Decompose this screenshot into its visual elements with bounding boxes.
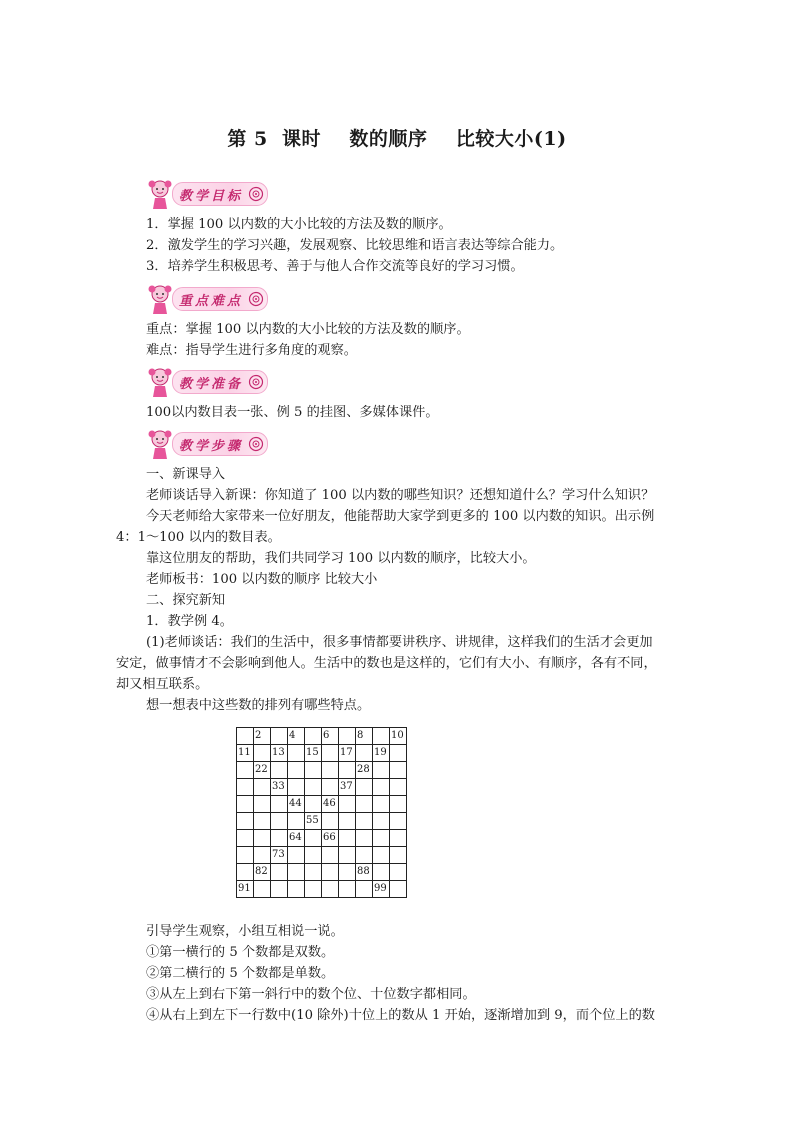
- table-cell: [322, 745, 339, 762]
- table-cell: [271, 728, 288, 745]
- table-cell: [271, 864, 288, 881]
- table-cell: [390, 796, 407, 813]
- observation-4: ④从右上到左下一行数中(10 除外)十位上的数从 1 开始，逐渐增加到 9，而个位上的数: [146, 1008, 655, 1023]
- table-cell: [339, 830, 356, 847]
- table-cell: [322, 864, 339, 881]
- section-header-steps: [146, 428, 268, 460]
- table-cell: 91: [237, 881, 254, 898]
- table-cell: 8: [356, 728, 373, 745]
- table-cell: [288, 864, 305, 881]
- table-cell: 99: [373, 881, 390, 898]
- table-cell: [237, 830, 254, 847]
- table-cell: [390, 762, 407, 779]
- table-cell: 82: [254, 864, 271, 881]
- observation-3: ③从左上到右下第一斜行中的数个位、十位数字都相同。: [146, 987, 476, 1002]
- table-cell: 13: [271, 745, 288, 762]
- paragraph: (1)老师谈话：我们的生活中，很多事情都要讲秩序、讲规律，这样我们的生活才会更加: [146, 635, 653, 650]
- table-cell: [271, 830, 288, 847]
- table-cell: [339, 762, 356, 779]
- table-cell: [390, 847, 407, 864]
- table-cell: [254, 847, 271, 864]
- girl-mascot-icon: [146, 366, 174, 398]
- table-cell: [322, 847, 339, 864]
- section-banner: [172, 287, 268, 311]
- table-cell: 17: [339, 745, 356, 762]
- table-cell: [322, 881, 339, 898]
- table-cell: [373, 762, 390, 779]
- paragraph: 却又相互联系。: [116, 677, 209, 692]
- table-cell: [356, 830, 373, 847]
- table-cell: [373, 796, 390, 813]
- table-cell: [322, 779, 339, 796]
- table-cell: [356, 813, 373, 830]
- table-cell: 22: [254, 762, 271, 779]
- table-cell: [254, 779, 271, 796]
- section-header-goals: [146, 178, 268, 210]
- paragraph: 靠这位朋友的帮助，我们共同学习 100 以内数的顺序，比较大小。: [146, 551, 536, 566]
- table-cell: 44: [288, 796, 305, 813]
- table-cell: [237, 728, 254, 745]
- goal-item-1: 1．掌握 100 以内数的大小比较的方法及数的顺序。: [146, 217, 452, 232]
- table-cell: [339, 881, 356, 898]
- table-cell: [390, 745, 407, 762]
- section-banner: [172, 182, 268, 206]
- table-cell: [288, 813, 305, 830]
- table-cell: [305, 762, 322, 779]
- girl-mascot-icon: [146, 178, 174, 210]
- table-cell: [271, 813, 288, 830]
- table-row: [237, 762, 407, 779]
- table-cell: 2: [254, 728, 271, 745]
- paragraph: 老师板书：100 以内数的顺序 比较大小: [146, 572, 378, 587]
- section-banner: [172, 370, 268, 394]
- table-cell: 88: [356, 864, 373, 881]
- girl-mascot-icon: [146, 283, 174, 315]
- table-cell: [288, 745, 305, 762]
- goal-item-3: 3．培养学生积极思考、善于与他人合作交流等良好的学习习惯。: [146, 259, 524, 274]
- girl-mascot-icon: [146, 428, 174, 460]
- table-cell: [322, 813, 339, 830]
- table-cell: [373, 813, 390, 830]
- table-cell: [390, 864, 407, 881]
- paragraph: 老师谈话导入新课：你知道了 100 以内数的哪些知识？还想知道什么？学习什么知识？: [146, 488, 655, 503]
- section-banner: [172, 432, 268, 456]
- table-cell: [237, 779, 254, 796]
- paragraph: 想一想表中这些数的排列有哪些特点。: [146, 698, 371, 713]
- table-cell: [373, 830, 390, 847]
- section-label: 教学步骤: [179, 438, 244, 454]
- table-cell: [305, 830, 322, 847]
- section-label: 教学目标: [179, 188, 244, 204]
- table-cell: [305, 728, 322, 745]
- table-cell: [237, 796, 254, 813]
- observation-1: ①第一横行的 5 个数都是双数。: [146, 945, 335, 960]
- table-cell: 64: [288, 830, 305, 847]
- page-title: 第 5 课时 数的顺序 比较大小(1): [227, 128, 567, 150]
- table-cell: [339, 796, 356, 813]
- table-cell: [288, 779, 305, 796]
- table-cell: 10: [390, 728, 407, 745]
- table-cell: [254, 796, 271, 813]
- keypoint-item-1: 重点：掌握 100 以内数的大小比较的方法及数的顺序。: [146, 322, 470, 337]
- paragraph: 今天老师给大家带来一位好朋友，他能帮助大家学到更多的 100 以内数的知识。出示例: [146, 509, 655, 524]
- table-cell: [271, 881, 288, 898]
- table-cell: 4: [288, 728, 305, 745]
- table-cell: 37: [339, 779, 356, 796]
- table-cell: [237, 762, 254, 779]
- table-cell: [356, 881, 373, 898]
- table-cell: [305, 864, 322, 881]
- observation-2: ②第二横行的 5 个数都是单数。: [146, 966, 335, 981]
- table-cell: [390, 779, 407, 796]
- number-grid-table: [236, 727, 407, 898]
- heading-explore: 二、探究新知: [146, 593, 226, 608]
- table-cell: [356, 847, 373, 864]
- table-cell: 6: [322, 728, 339, 745]
- table-cell: [237, 813, 254, 830]
- table-cell: [373, 779, 390, 796]
- table-cell: [305, 881, 322, 898]
- paragraph: 1．教学例 4。: [146, 614, 233, 629]
- target-icon: [248, 436, 264, 452]
- table-cell: 55: [305, 813, 322, 830]
- table-cell: [254, 813, 271, 830]
- keypoint-item-2: 难点：指导学生进行多角度的观察。: [146, 343, 357, 358]
- table-row: [237, 728, 407, 745]
- table-cell: [373, 864, 390, 881]
- table-row: [237, 745, 407, 762]
- section-header-keypoints: [146, 283, 268, 315]
- table-cell: [254, 830, 271, 847]
- table-cell: [322, 762, 339, 779]
- table-cell: [237, 864, 254, 881]
- paragraph: 安定，做事情才不会影响到他人。生活中的数也是这样的，它们有大小、有顺序，各有不同，: [116, 656, 657, 671]
- table-cell: 73: [271, 847, 288, 864]
- table-cell: 15: [305, 745, 322, 762]
- target-icon: [248, 374, 264, 390]
- table-cell: [356, 779, 373, 796]
- table-row: [237, 796, 407, 813]
- table-row: [237, 830, 407, 847]
- table-cell: [390, 830, 407, 847]
- table-row: [237, 864, 407, 881]
- table-cell: [356, 796, 373, 813]
- table-cell: [288, 847, 305, 864]
- table-cell: [271, 796, 288, 813]
- heading-intro: 一、新课导入: [146, 467, 226, 482]
- table-cell: [339, 728, 356, 745]
- table-cell: [288, 881, 305, 898]
- table-cell: [339, 813, 356, 830]
- table-cell: [254, 745, 271, 762]
- table-cell: [254, 881, 271, 898]
- goal-item-2: 2．激发学生的学习兴趣，发展观察、比较思维和语言表达等综合能力。: [146, 238, 564, 253]
- section-label: 教学准备: [179, 376, 244, 392]
- table-cell: [237, 847, 254, 864]
- table-cell: 11: [237, 745, 254, 762]
- paragraph: 引导学生观察，小组互相说一说。: [146, 924, 344, 939]
- table-cell: [305, 796, 322, 813]
- target-icon: [248, 186, 264, 202]
- table-row: [237, 813, 407, 830]
- table-cell: [373, 847, 390, 864]
- section-header-prep: [146, 366, 268, 398]
- table-cell: [356, 745, 373, 762]
- target-icon: [248, 291, 264, 307]
- table-cell: 66: [322, 830, 339, 847]
- table-cell: [373, 728, 390, 745]
- prep-item-1: 100以内数目表一张、例 5 的挂图、多媒体课件。: [146, 405, 439, 420]
- table-row: [237, 847, 407, 864]
- paragraph: 4：1～100 以内的数目表。: [116, 530, 281, 545]
- table-cell: [390, 813, 407, 830]
- section-label: 重点难点: [179, 293, 244, 309]
- table-cell: [305, 847, 322, 864]
- table-cell: 19: [373, 745, 390, 762]
- table-cell: 28: [356, 762, 373, 779]
- table-cell: [288, 762, 305, 779]
- table-cell: [339, 847, 356, 864]
- table-row: [237, 881, 407, 898]
- table-cell: 33: [271, 779, 288, 796]
- table-cell: [390, 881, 407, 898]
- table-cell: [271, 762, 288, 779]
- table-cell: 46: [322, 796, 339, 813]
- table-cell: [339, 864, 356, 881]
- table-row: [237, 779, 407, 796]
- table-cell: [305, 779, 322, 796]
